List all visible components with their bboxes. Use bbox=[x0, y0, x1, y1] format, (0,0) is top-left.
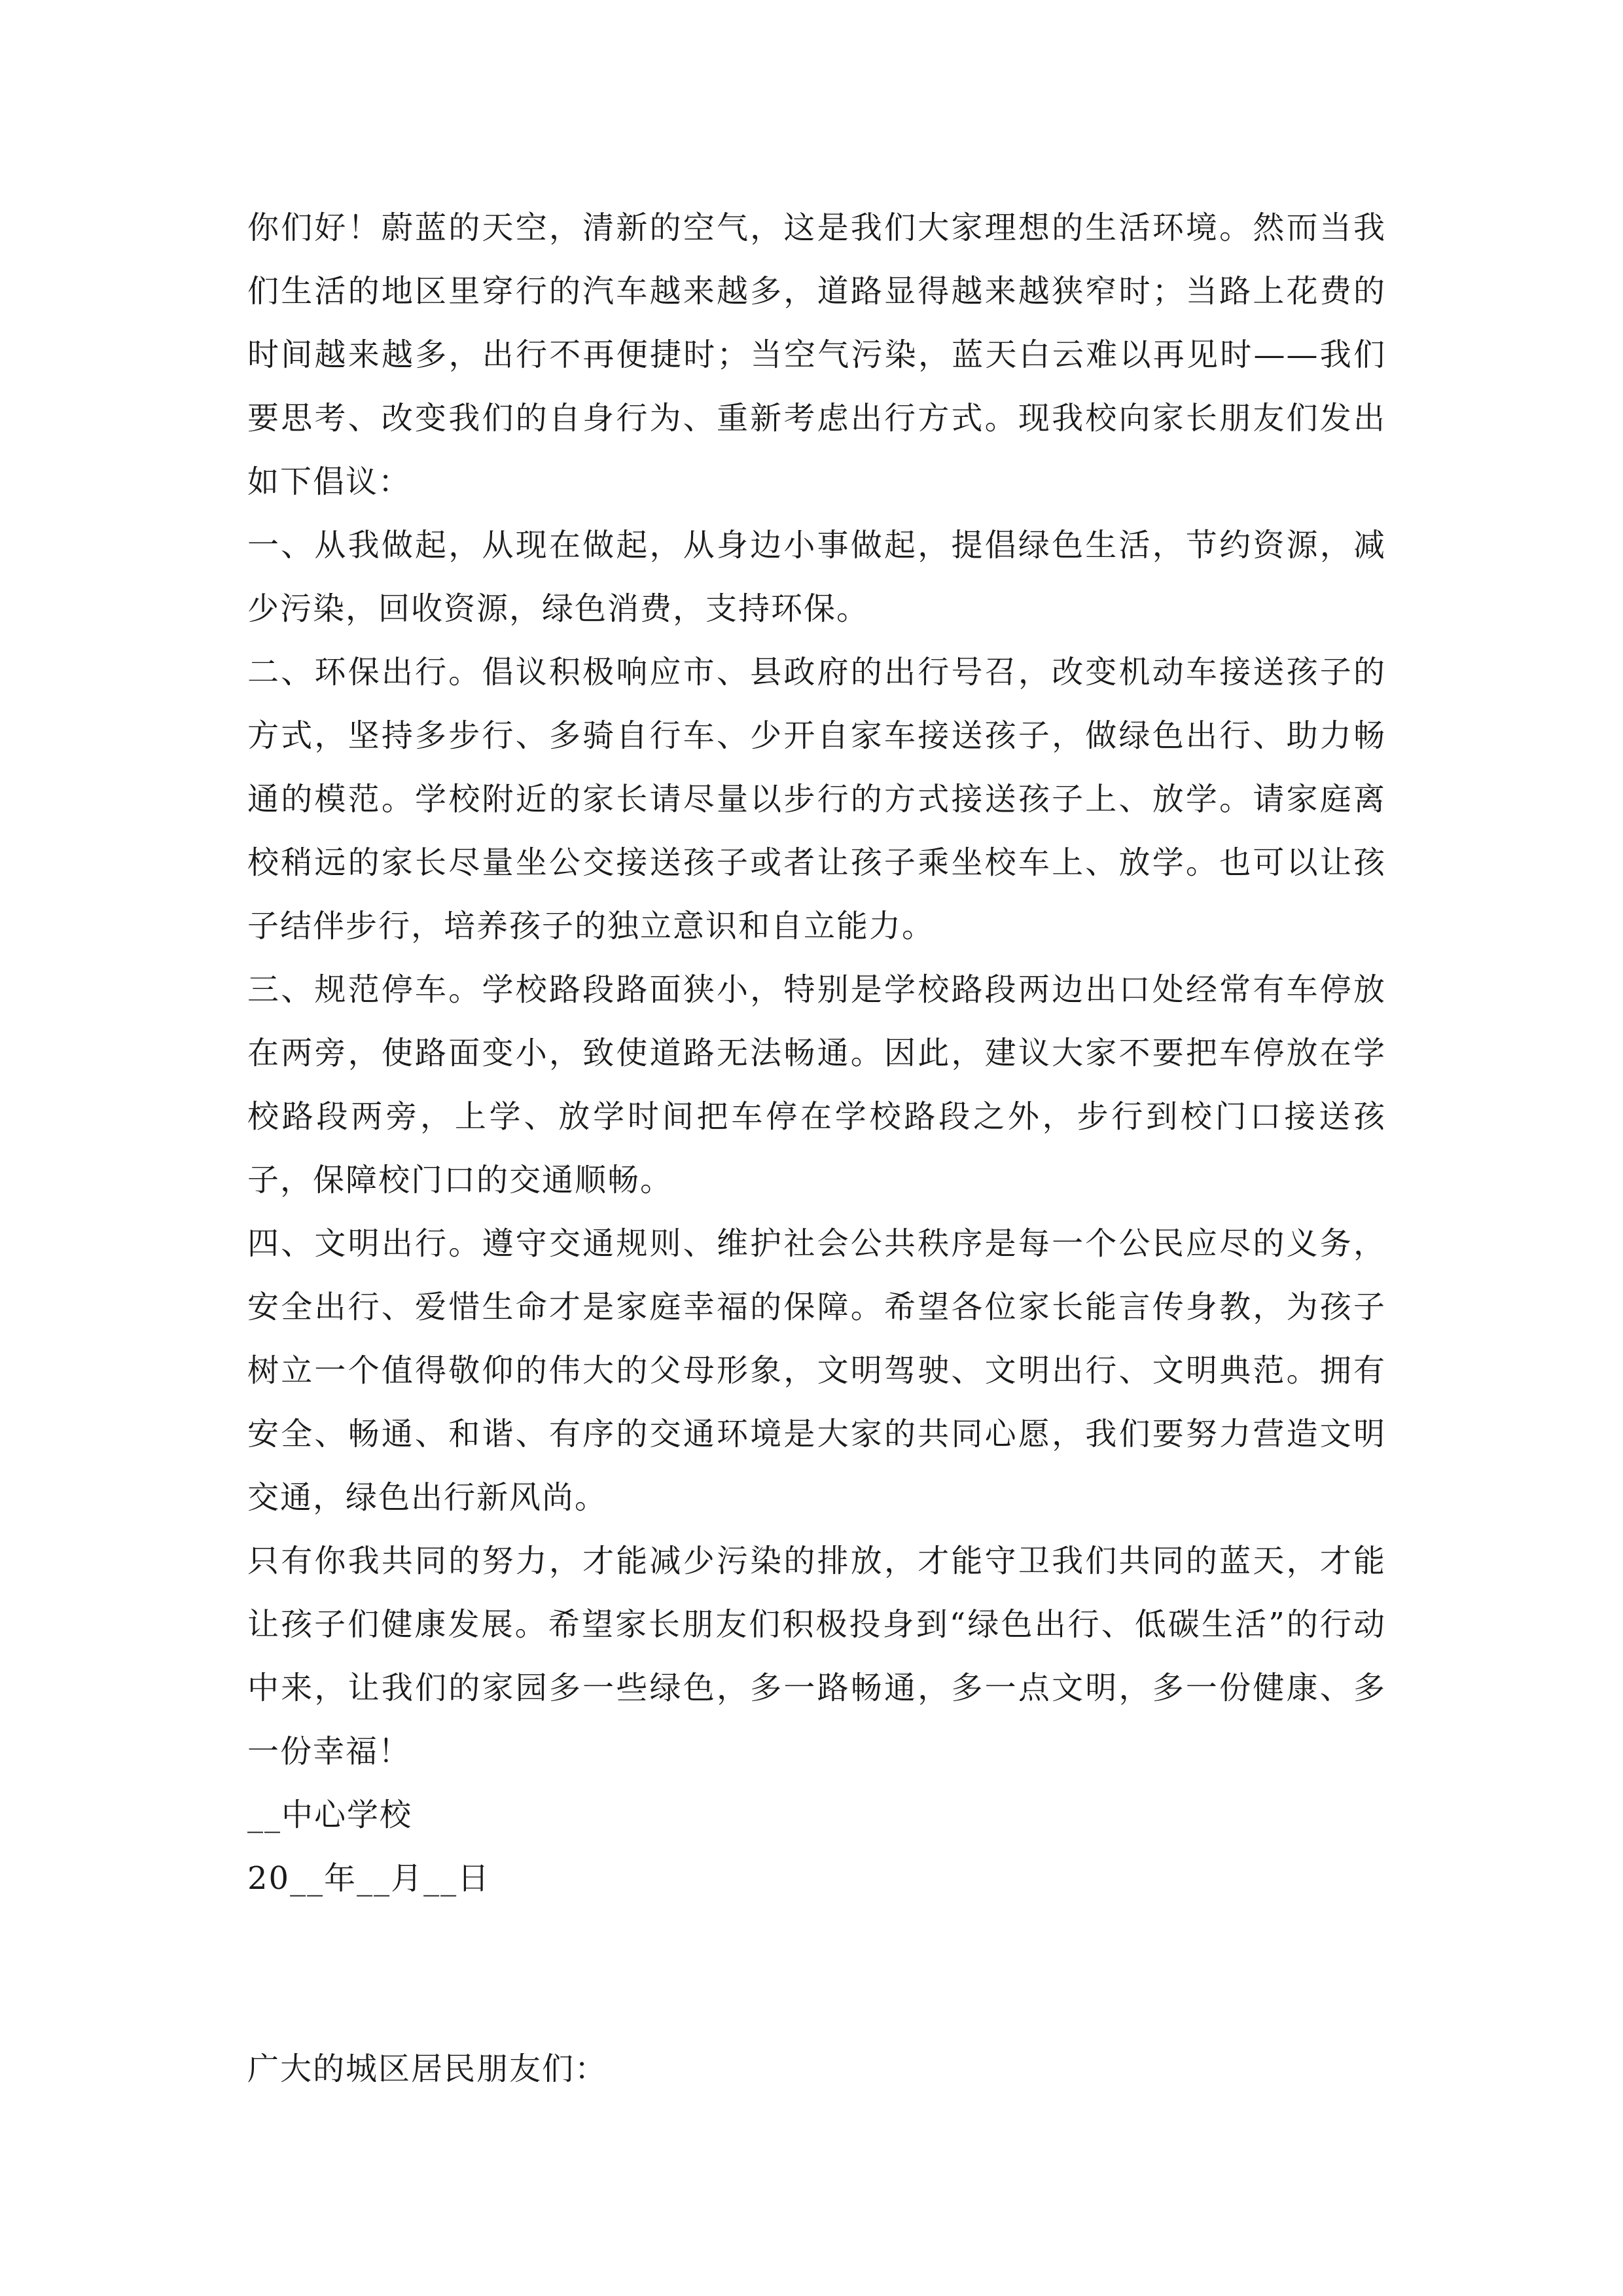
section-spacer bbox=[247, 1910, 1386, 2037]
next-salutation: 广大的城区居民朋友们： bbox=[247, 2051, 608, 2087]
document-body bbox=[247, 196, 1386, 2101]
closing-paragraph: 只有你我共同的努力，才能减少污染的排放，才能守卫我们共同的蓝天，才能让孩子们健康发展。希望家长朋友们积极投身到“绿色出行、低碳生活”的行动中来，让我们的家园多一些绿色，多一路畅通，多一点文明，多一份健康、多一份幸福！ bbox=[247, 1543, 1386, 1770]
proposal-item-4: 四、文明出行。遵守交通规则、维护社会公共秩序是每一个公民应尽的义务，安全出行、爱惜生命才是家庭幸福的保障。希望各位家长能言传身教，为孩子树立一个值得敬仰的伟大的父母形象，文明驾驶、文明出行、文明典范。拥有安全、畅通、和谐、有序的交通环境是大家的共同心愿，我们要努力营造文明交通，绿色出行新风尚。 bbox=[247, 1225, 1386, 1516]
opening-paragraph: 你们好！蔚蓝的天空，清新的空气，这是我们大家理想的生活环境。然而当我们生活的地区里穿行的汽车越来越多，道路显得越来越狭窄时；当路上花费的时间越来越多，出行不再便捷时；当空气污染，蓝天白云难以再见时——我们要思考、改变我们的自身行为、重新考虑出行方式。现我校向家长朋友们发出如下倡议： bbox=[247, 209, 1386, 500]
signature: __中心学校 bbox=[247, 1797, 413, 1833]
proposal-item-1: 一、从我做起，从现在做起，从身边小事做起，提倡绿色生活，节约资源，减少污染，回收资源，绿色消费，支持环保。 bbox=[247, 527, 1386, 627]
proposal-item-2: 二、环保出行。倡议积极响应市、县政府的出行号召，改变机动车接送孩子的方式，坚持多步行、多骑自行车、少开自家车接送孩子，做绿色出行、助力畅通的模范。学校附近的家长请尽量以步行的方式接送孩子上、放学。请家庭离校稍远的家长尽量坐公交接送孩子或者让孩子乘坐校车上、放学。也可以让孩子结伴步行，培养孩子的独立意识和自立能力。 bbox=[247, 654, 1386, 944]
proposal-item-3: 三、规范停车。学校路段路面狭小，特别是学校路段两边出口处经常有车停放在两旁，使路面变小，致使道路无法畅通。因此，建议大家不要把车停放在学校路段两旁，上学、放学时间把车停在学校路段之外，步行到校门口接送孩子，保障校门口的交通顺畅。 bbox=[247, 971, 1386, 1198]
date-line: 20__年__月__日 bbox=[247, 1860, 491, 1897]
